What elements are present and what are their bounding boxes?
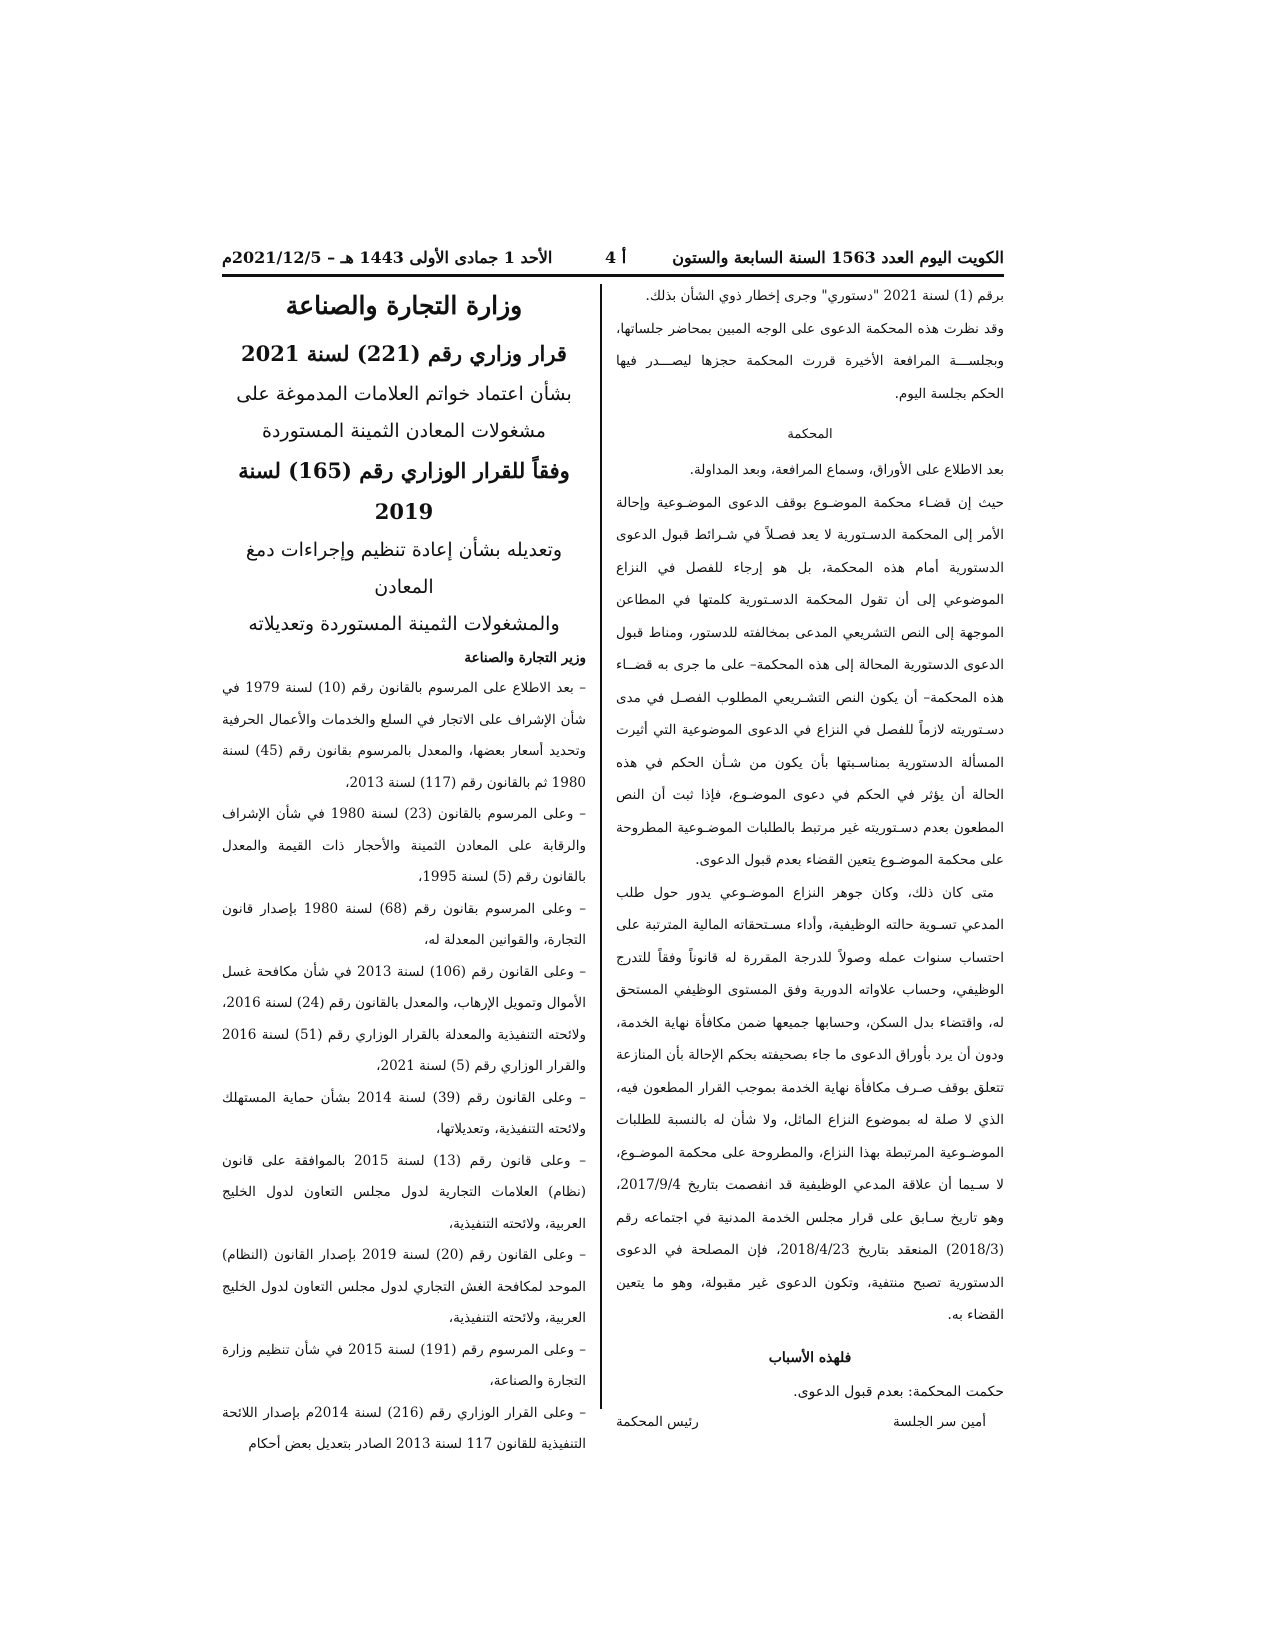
decision-subtitle-bold: وفقاً للقرار الوزاري رقم (165) لسنة 2019 — [238, 458, 570, 524]
preamble-item: – وعلى قانون رقم (13) لسنة 2015 بالموافقة على قانون (نظام) العلامات التجارية لدول مجلس التعاون لدول الخليج العربية، ولائحته التنفيذية، — [222, 1152, 586, 1232]
court-heading: المحكمة — [787, 427, 833, 442]
signature-president: رئيس المحكمة — [616, 1413, 699, 1430]
preamble-item: – وعلى القرار الوزاري رقم (216) لسنة 2014م بإصدار اللائحة التنفيذية للقانون 117 لسنة 2013 الصادر بتعديل بعض أحكام — [222, 1404, 586, 1452]
reasons-heading: فلهذه الأسباب — [768, 1349, 852, 1366]
decision-subtitle: والمشغولات الثمينة المستوردة وتعديلاته — [248, 613, 560, 635]
minister-heading: وزير التجارة والصناعة — [464, 650, 586, 666]
signature-secretary: أمين سر الجلسة — [892, 1413, 986, 1430]
right-column — [616, 280, 1004, 1444]
preamble-item: – وعلى القانون رقم (39) لسنة 2014 بشأن حماية المستهلك ولائحته التنفيذية، وتعديلاتها، — [222, 1089, 586, 1137]
paragraph: وقد نظرت هذه المحكمة الدعوى على الوجه المبين بمحاضر جلساتها، وبجلســـة المرافعة الأخيرة قررت المحكمة حجزها ليصـــدر فيها الحكم بجلسة اليوم. — [616, 320, 1004, 402]
paragraph: برقم (1) لسنة 2021 "دستوري" وجرى إخطار ذوي الشأن بذلك. — [645, 288, 1004, 304]
ministry-title: وزارة التجارة والصناعة — [285, 291, 523, 320]
page-header — [222, 244, 1004, 274]
signatures — [616, 1410, 1004, 1444]
issue-date: الأحد 1 جمادى الأولى 1443 هـ – 2021/12/5م — [222, 248, 553, 267]
left-column — [222, 280, 586, 1461]
preamble-item: – وعلى المرسوم رقم (191) لسنة 2015 في شأن تنظيم وزارة التجارة والصناعة، — [222, 1341, 586, 1389]
publication-title: الكويت اليوم العدد 1563 السنة السابعة والستون — [672, 248, 1004, 267]
preamble-item: – وعلى القانون رقم (20) لسنة 2019 بإصدار القانون (النظام) الموحد لمكافحة الغش التجاري لدول مجلس التعاون لدول الخليج العربية، ولائحته التنفيذية، — [222, 1247, 586, 1326]
paragraph: متى كان ذلك، وكان جوهر النزاع الموضـوعي يدور حول طلب المدعي تسـوية حالته الوظيفية، وأداء مسـتحقاته المالية المترتبة على احتساب سنوات عمله وصولاً للدرجة المقررة له قانوناً وفقاً للتدرج الوظيفي، وحساب علاواته الدورية وفق المستوى الوظيفي المستحق له، واقتضاء بدل السكن، وحسابها جميعها ضمن مكافأة نهاية الخدمة، ودون أن يرد بأوراق الدعوى ما جاء بصحيفته بحكم الإحالة بأن المنازعة تتعلق بوقف صـرف مكافأة نهاية الخدمة بموجب القرار المطعون فيه، الذي لا صلة له بموضوع النزاع الماثل، ولا شأن له بالنسبة للطلبات الموضـوعية المرتبطة بهذا النزاع، والمطروحة على محكمة الموضـوع، لا سـيما أن علاقة المدعي الوظيفية قد انفصمت بتاريخ 2017/9/4، وهو تاريخ سـابق على قرار مجلس الخدمة المدنية في اجتماعه رقم (2018/3) المنعقد بتاريخ 2018/4/23، فإن المصلحة في الدعوى الدستورية تصبح منتفية، وتكون الدعوى غير مقبولة، وهو ما يتعين القضاء به. — [616, 884, 1004, 1323]
decision-subtitle: بشأن اعتماد خواتم العلامات المدموغة على — [236, 383, 572, 405]
preamble-item: – وعلى المرسوم بقانون رقم (68) لسنة 1980 بإصدار قانون التجارة، والقوانين المعدلة له، — [222, 900, 586, 948]
header-rule — [222, 274, 1004, 277]
preamble-item: – بعد الاطلاع على المرسوم بالقانون رقم (10) لسنة 1979 في شأن الإشراف على الاتجار في السلع والخدمات والأعمال الحرفية وتحديد أسعار بعضها، والمعدل بالمرسوم بقانون رقم (45) لسنة 1980 ثم بالقانون رقم (117) لسنة 2013، — [222, 680, 586, 791]
page-number: أ 4 — [605, 248, 627, 267]
preamble-item: – وعلى القانون رقم (106) لسنة 2013 في شأن مكافحة غسل الأموال وتمويل الإرهاب، والمعدل بالقانون رقم (24) لسنة 2016، ولائحته التنفيذية والمعدلة بالقرار الوزاري رقم (51) لسنة 2016 والقرار الوزاري رقم (5) لسنة 2021، — [222, 963, 586, 1074]
preamble-item: – وعلى المرسوم بالقانون (23) لسنة 1980 في شأن الإشراف والرقابة على المعادن الثمينة والأحجار ذات القيمة والمعدل بالقانون رقم (5) لسنة 1995، — [222, 806, 586, 885]
decision-title: قرار وزاري رقم (221) لسنة 2021 — [241, 341, 567, 366]
paragraph: بعد الاطلاع على الأوراق، وسماع المرافعة، وبعد المداولة. — [689, 462, 1004, 478]
decision-subtitle: وتعديله بشأن إعادة تنظيم وإجراءات دمغ المعادن — [245, 539, 563, 598]
decision-subtitle: مشغولات المعادن الثمينة المستوردة — [262, 420, 546, 442]
paragraph: حيث إن قضـاء محكمة الموضـوع بوقف الدعوى الموضـوعية وإحالة الأمر إلى المحكمة الدسـتورية لا يعد فصـلاً في شـرائط قبول الدعوى الدستورية أمام هذه المحكمة، بل هو إرجاء للفصل في النزاع الموضوعي إلى أن تقول المحكمة الدسـتورية كلمتها في المطاعن الموجهة إلى النص التشريعي المدعى بمخالفته للدستور، ومناط قبول الدعوى الدستورية المحالة إلى هذه المحكمة– على ما جرى به قضــاء هذه المحكمة– أن يكون النص التشـريعي المطلوب الفصـل في مدى دسـتوريته لازماً للفصل في النزاع في الدعوى الموضوعية التي أثيرت المسألة الدستورية بمناسـبتها بأن يكون من شـأن الحكم في هذه الحالة أن يؤثر في الحكم في دعوى الموضـوع، فإذا ثبت أن النص المطعون بعدم دسـتوريته غير مرتبط بالطلبات الموضـوعية المطروحة على محكمة الموضـوع يتعين القضاء بعدم قبول الدعوى. — [616, 494, 1004, 868]
column-divider — [600, 284, 602, 1409]
verdict: حكمت المحكمة: بعدم قبول الدعوى. — [793, 1383, 1004, 1400]
